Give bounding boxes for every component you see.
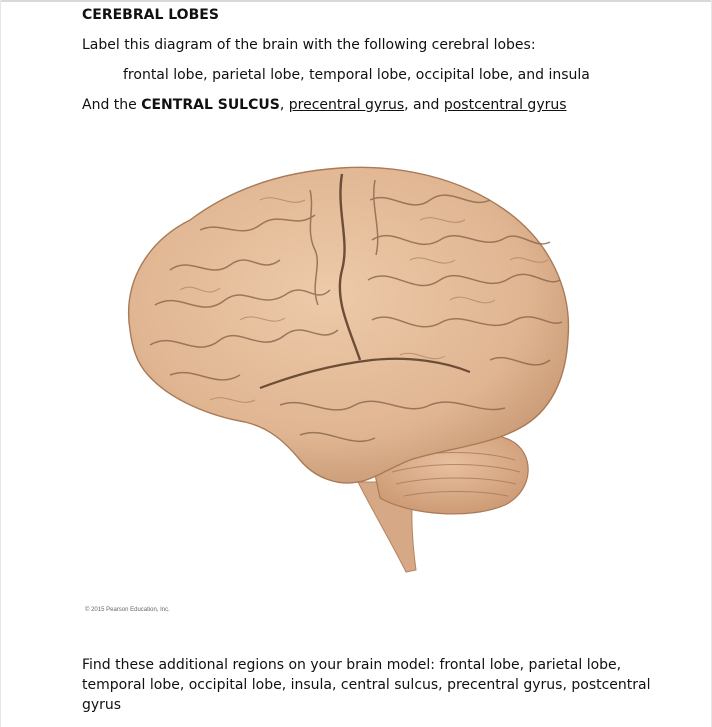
page-left-border [0,0,1,727]
page-top-border [0,0,712,2]
page-heading: CEREBRAL LOBES [82,7,219,23]
find-regions-text: Find these additional regions on your brain model: frontal lobe, parietal lobe, temporal lobe, occipital lobe, insula, central sulcus, precentral gyrus, postcentral gyrus [82,657,651,713]
precentral-gyrus-term: precentral gyrus [288,97,405,113]
also-label-text [82,97,567,113]
central-sulcus-term: CENTRAL SULCUS [141,97,280,113]
also-prefix: And the [82,97,142,113]
brain-image [110,160,580,585]
instruction-text: Label this diagram of the brain with the following cerebral lobes: [82,37,536,53]
lobes-list-text: frontal lobe, parietal lobe, temporal lobe, occipital lobe, and insula [123,67,590,83]
also-sep-2: , and [404,97,444,113]
postcentral-gyrus-term: postcentral gyrus [443,97,567,113]
also-sep-1: , [279,97,289,113]
image-credit: © 2015 Pearson Education, Inc. [85,607,170,613]
brain-diagram [110,160,580,585]
